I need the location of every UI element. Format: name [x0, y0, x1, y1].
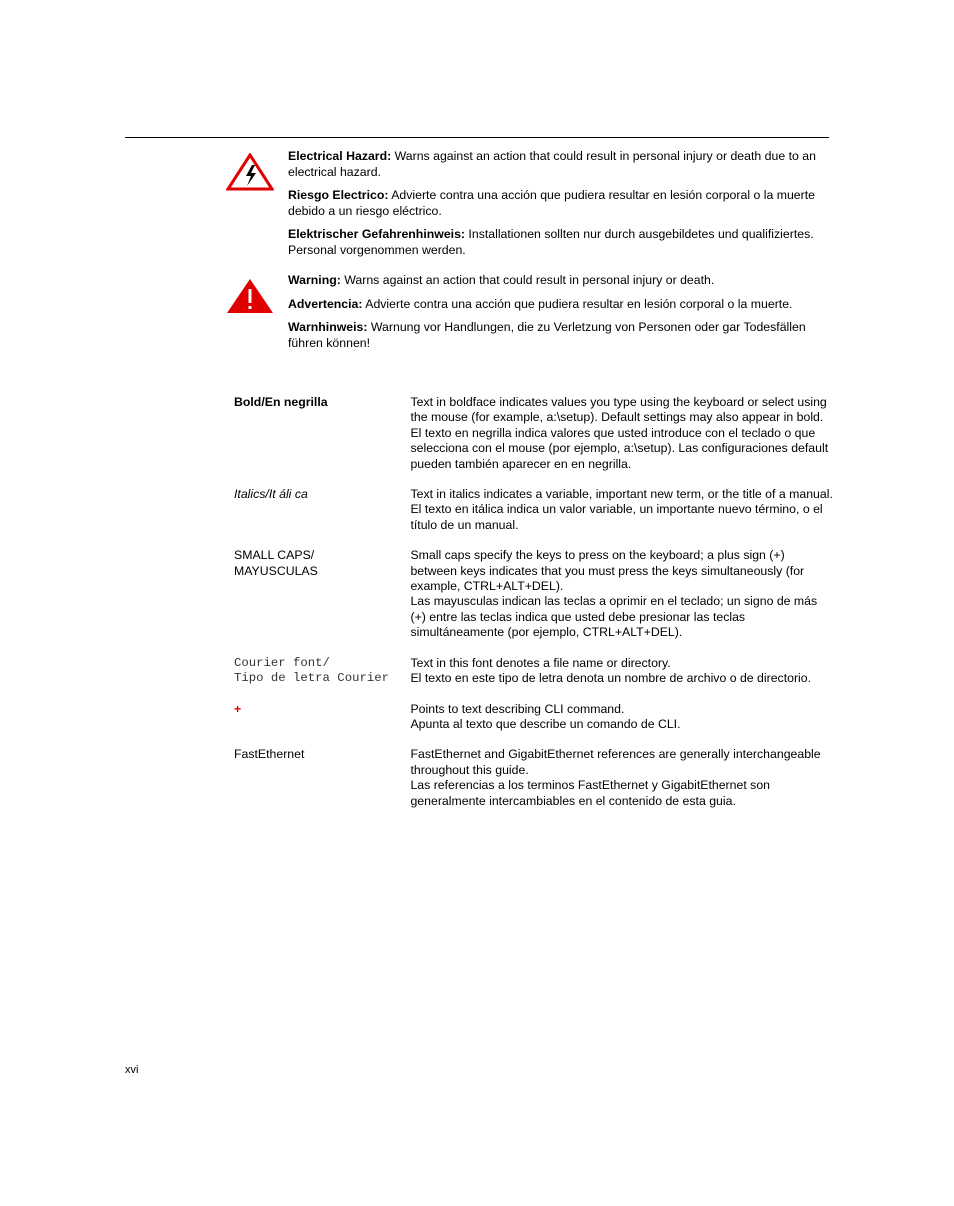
- convention-desc-courier: Text in this font denotes a file name or directory. El texto en este tipo de letra denota un nombre de archivo o de directorio.: [410, 655, 812, 686]
- convention-term-bold: Bold/En negrilla: [234, 395, 328, 409]
- page-number: xvi: [125, 1064, 139, 1076]
- convention-term-fastethernet: FastEthernet: [234, 747, 305, 762]
- table-row: [234, 548, 834, 655]
- table-row: [234, 747, 834, 824]
- warning-es: Advertencia: Advierte contra una acción que pudiera resultar en lesión corporal o la muerte.: [288, 296, 793, 311]
- warning-de: Warnhinweis: Warnung vor Handlungen, die zu Verletzung von Personen oder gar Todesfällen führen können!: [288, 320, 806, 350]
- convention-desc-plus: Points to text describing CLI command. Apunta al texto que describe un comando de CLI.: [410, 701, 681, 731]
- convention-desc-italics: Text in italics indicates a variable, important new term, or the title of a manual. El texto en itálica indica un valor variable, un importante nuevo término, o el título de un manual.: [410, 487, 833, 532]
- convention-term-italics: Italics/It áli ca: [234, 487, 308, 502]
- electrical-hazard-en: Electrical Hazard: Warns against an action that could result in personal injury or death due to an electrical hazard.: [288, 149, 816, 179]
- electrical-hazard-de: Elektrischer Gefahrenhinweis: Installationen sollten nur durch ausgebildetes und qualifiziertes. Personal vorgenommen werden.: [288, 227, 814, 257]
- electrical-hazard-icon: [226, 153, 274, 191]
- table-row: [234, 395, 834, 487]
- conventions-table: [234, 395, 834, 824]
- warning-icon: [226, 278, 274, 314]
- table-row: [234, 656, 834, 702]
- convention-desc-fastethernet: FastEthernet and GigabitEthernet references are generally interchangeable throughout this guide. Las referencias a los terminos FastEthernet y GigabitEthernet son generalmente intercambiables en el contenido de esta guia.: [410, 747, 821, 808]
- warning-en: Warning: Warns against an action that could result in personal injury or death.: [288, 273, 715, 287]
- convention-desc-bold: Text in boldface indicates values you type using the keyboard or select using the mouse (for example, a:\setup). Default settings may also appear in bold. El texto en negrilla indica valores que usted introduce con el teclado o que selecciona con el mouse (por ejemplo, a:\setup). Las configuraciones default pueden también aparecer en en negrilla.: [410, 395, 829, 471]
- convention-term-small-caps: SMALL CAPS/ MAYUSCULAS: [234, 548, 318, 578]
- table-row: [234, 702, 834, 748]
- convention-desc-small-caps: Small caps specify the keys to press on the keyboard; a plus sign (+) between keys indicates that you must press the keys simultaneously (for example, CTRL+ALT+DEL). Las mayusculas indican las teclas a oprimir en el teclado; un signo de más (+) entre las teclas indica que usted debe presionar las teclas simultáneamente (por ejemplo, CTRL+ALT+DEL).: [410, 548, 818, 640]
- electrical-hazard-es: Riesgo Electrico: Advierte contra una acción que pudiera resultar en lesión corporal o la muerte debido a un riesgo eléctrico.: [288, 188, 815, 218]
- electrical-hazard-notice: [288, 149, 830, 267]
- header-rule: [125, 137, 829, 138]
- convention-term-plus: +: [234, 701, 242, 716]
- table-row: [234, 487, 834, 548]
- convention-term-courier: Courier font/ Tipo de letra Courier: [234, 655, 389, 686]
- warning-notice: [288, 273, 830, 359]
